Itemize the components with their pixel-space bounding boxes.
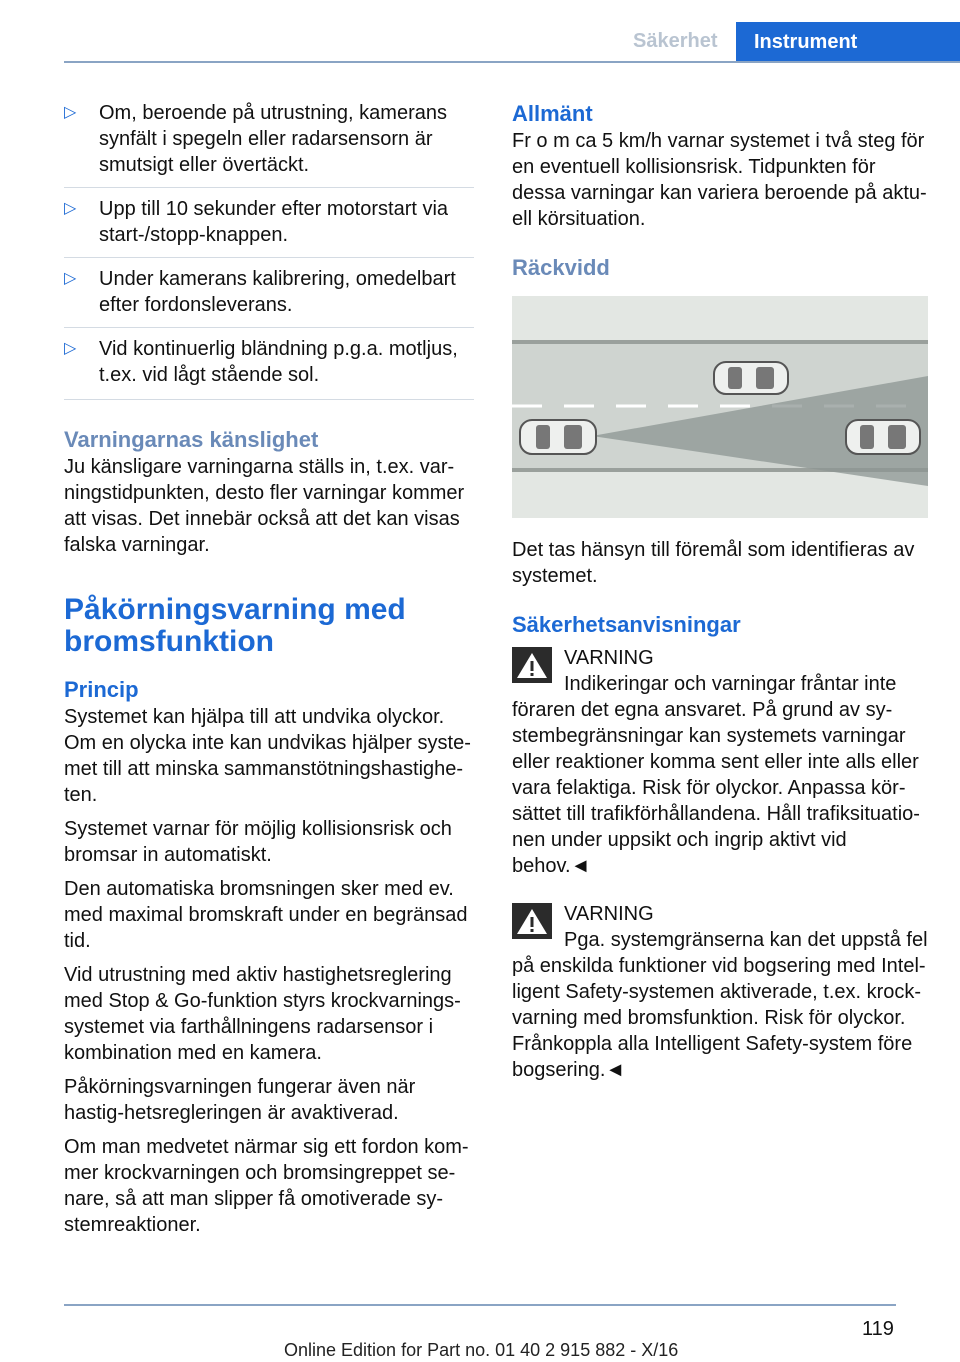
warning-text: föraren det egna ansvaret. På grund av sy-stembegränsningar kan systemets varningar eller reaktioner komma sent eller inte alls eller vara felaktiga. Risk för olyckor. Anpassa kör-sättet till trafikförhållandena. Håll trafiksituatio-nen under uppsikt och ingrip aktivt vid behov.◄ [512,699,920,877]
vehicle-ahead-same-lane-icon [846,420,920,454]
vehicle-ahead-left-lane-icon [714,362,788,394]
warning-block [512,645,930,879]
general-text: Fr o m ca 5 km/h varnar systemet i två steg för en eventuell kollisionsrisk. Tidpunkten för dessa varningar kan variera beroende på aktu-ell körsituation. [512,130,927,230]
warning-block [512,901,930,1083]
page-number: 119 [862,1318,894,1340]
triangle-bullet-icon: ▷ [64,270,77,287]
chapter-tab[interactable]: Instrument [736,22,960,62]
footer-rule [64,1304,896,1306]
sensitivity-text: Ju känsligare varningarna ställs in, t.ex. var-ningstidpunkten, desto fler varningar kommer att visas. Det innebär också att det kan visas falska varningar. [64,456,465,556]
section-tab[interactable]: Säkerhet [633,30,718,52]
general-heading: Allmänt [512,101,593,126]
warning-triangle-icon [512,903,552,939]
header-rule [64,61,960,63]
paragraph: Påkörningsvarningen fungerar även när hastig-hetsregleringen är avaktiverad. [64,1076,416,1124]
warning-label: VARNING [564,647,654,669]
range-caption: Det tas hänsyn till föremål som identifieras av systemet. [512,539,915,587]
page-header [0,0,960,62]
main-heading: Påkörningsvarning med bromsfunktion [64,593,406,658]
list-item: ▷ Om, beroende på utrustning, kamerans synfält i spegeln eller radarsensorn är smutsigt eller övertäckt. [64,102,447,176]
warning-label: VARNING [564,903,654,925]
list-item: ▷ Upp till 10 sekunder efter motorstart via start-/stopp-knappen. [64,187,474,248]
own-car-icon [520,420,596,454]
paragraph: Systemet kan hjälpa till att undvika olyckor. Om en olycka inte kan undvikas hjälper syste-met till att minska sammanstötningshastighe-ten. [64,706,471,806]
paragraph: Den automatiska bromsningen sker med ev. med maximal bromskraft under en begränsad tid. [64,878,468,952]
sensitivity-heading: Varningarnas känslighet [64,427,319,452]
list-item: ▷ Under kamerans kalibrering, omedelbart efter fordonsleverans. [64,257,474,318]
radar-range-illustration [512,296,928,518]
right-column [512,100,930,1091]
warning-triangle-icon [512,647,552,683]
safety-heading: Säkerhetsanvisningar [512,612,741,637]
triangle-bullet-icon: ▷ [64,200,77,217]
triangle-bullet-icon: ▷ [64,104,77,121]
warning-first-line: Indikeringar och varningar fråntar inte [564,673,897,695]
condition-list [64,100,474,400]
paragraph: Systemet varnar för möjlig kollisionsrisk och bromsar in automatiskt. [64,818,452,866]
triangle-bullet-icon: ▷ [64,340,77,357]
list-item: ▷ Vid kontinuerlig bländning p.g.a. motljus, t.ex. vid lågt stående sol. [64,327,474,388]
paragraph: Om man medvetet närmar sig ett fordon kom-mer krockvarningen och bromsingreppet se-nare, så att man slipper få omotiverade sy-stemreaktioner. [64,1136,469,1236]
edition-note: Online Edition for Part no. 01 40 2 915 882 - X/16 [284,1340,679,1360]
warning-text: på enskilda funktioner vid bogsering med Intel-ligent Safety-systemen aktiverade, t.ex. krock-varning med bromsfunktion. Risk för olyckor. Frånkoppla alla Intelligent Safety-system före bogsering.◄ [512,955,926,1081]
principle-heading: Princip [64,677,139,702]
left-column [64,100,474,1246]
warning-first-line: Pga. systemgränserna kan det uppstå fel [564,929,928,951]
range-heading: Räckvidd [512,255,610,280]
paragraph: Vid utrustning med aktiv hastighetsreglering med Stop & Go-funktion styrs krockvarnings-systemet via farthållningens radarsensor i kombination med en kamera. [64,964,461,1064]
